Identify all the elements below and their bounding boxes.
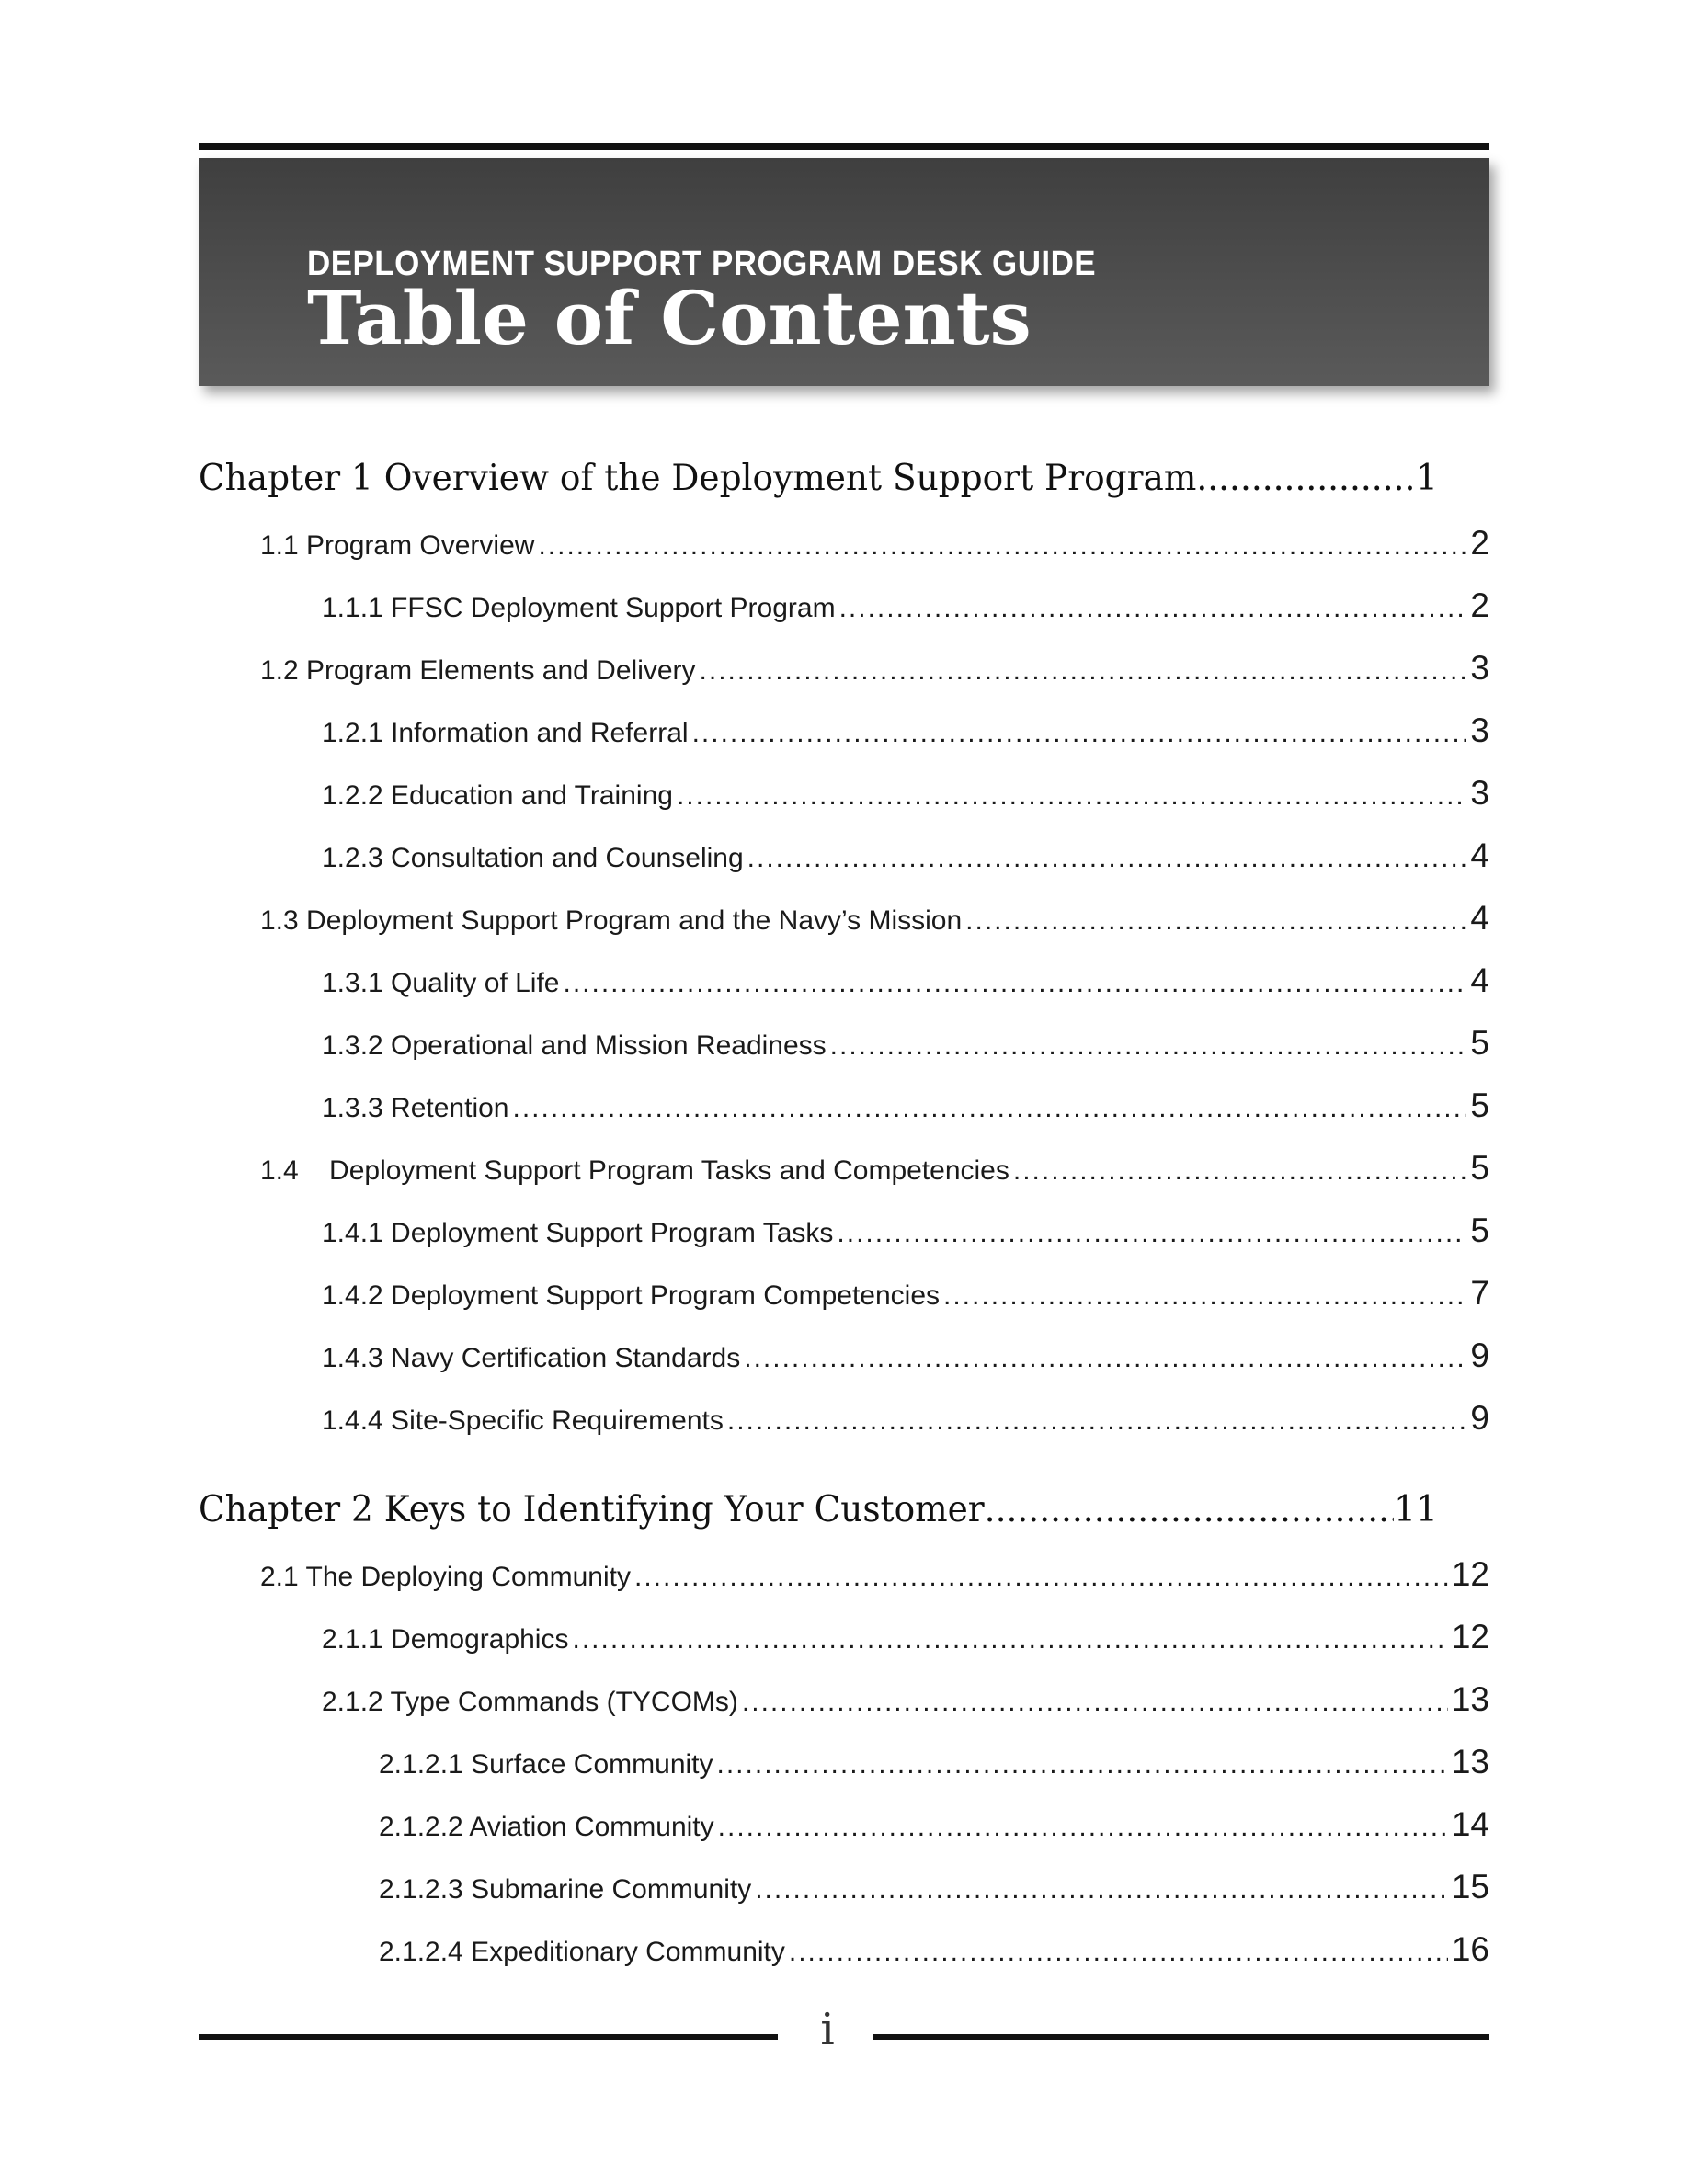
- toc-entry-label: 1.3.2 Operational and Mission Readiness: [322, 1030, 827, 1061]
- toc-page-number: 13: [1451, 1743, 1489, 1780]
- dot-leader: [572, 1624, 1447, 1655]
- dot-leader: [1196, 458, 1416, 499]
- toc-entry-label: 1.4.4 Site-Specific Requirements: [322, 1405, 724, 1436]
- toc-page-number: 1: [1416, 458, 1438, 499]
- toc-page-number: 5: [1470, 1086, 1489, 1124]
- toc-entry-label: 2.1.2.3 Submarine Community: [379, 1874, 752, 1905]
- page-title: Table of Contents: [307, 275, 1032, 361]
- toc-entry[interactable]: [260, 1149, 1489, 1188]
- toc-entry-label: Chapter 2 Keys to Identifying Your Customer: [199, 1489, 985, 1530]
- toc-entry-label: Chapter 1 Overview of the Deployment Support Program: [199, 458, 1197, 499]
- toc-entry[interactable]: [322, 1680, 1489, 1719]
- guide-subtitle: DEPLOYMENT SUPPORT PROGRAM DESK GUIDE: [307, 245, 1097, 283]
- dot-leader: [512, 1093, 1466, 1124]
- toc-entry-label: 1.4.1 Deployment Support Program Tasks: [322, 1218, 834, 1248]
- dot-leader: [837, 1218, 1466, 1249]
- toc-entry[interactable]: [322, 1618, 1489, 1656]
- toc-entry-label: 1.2.1 Information and Referral: [322, 718, 689, 748]
- toc-entry-label: 1.2 Program Elements and Delivery: [260, 655, 696, 686]
- dot-leader: [985, 1489, 1394, 1530]
- toc-entry[interactable]: [322, 1086, 1489, 1125]
- toc-entry[interactable]: [379, 1868, 1489, 1906]
- toc-entry-label: 1.4.3 Navy Certification Standards: [322, 1343, 741, 1373]
- toc-entry[interactable]: [322, 1211, 1489, 1250]
- toc-page-number: 3: [1470, 649, 1489, 687]
- toc-entry[interactable]: [260, 524, 1489, 563]
- dot-leader: [717, 1749, 1448, 1780]
- toc-entry[interactable]: [379, 1805, 1489, 1844]
- dot-leader: [700, 655, 1467, 687]
- toc-page-number: 11: [1394, 1489, 1438, 1530]
- toc-entry-label: 2.1.1 Demographics: [322, 1624, 569, 1655]
- toc-entry[interactable]: [322, 1337, 1489, 1375]
- dot-leader: [677, 780, 1466, 812]
- toc-chapter-2[interactable]: [199, 1489, 1438, 1530]
- toc-page-number: 14: [1451, 1805, 1489, 1843]
- toc-page-number: 4: [1470, 899, 1489, 937]
- dot-leader: [742, 1687, 1448, 1718]
- toc-entry-label: 1.4 Deployment Support Program Tasks and Competencies: [260, 1155, 1009, 1186]
- toc-page-number: 5: [1470, 1211, 1489, 1249]
- toc-page-number: 9: [1470, 1337, 1489, 1374]
- toc-entry[interactable]: [322, 961, 1489, 1000]
- toc-page-number: 2: [1470, 524, 1489, 562]
- dot-leader: [830, 1030, 1467, 1062]
- dot-leader: [538, 530, 1466, 562]
- toc-page-number: 13: [1451, 1680, 1489, 1718]
- toc-page-number: 4: [1470, 836, 1489, 874]
- toc-page-number: 5: [1470, 1149, 1489, 1187]
- toc-entry-label: 1.1 Program Overview: [260, 530, 535, 561]
- toc-entry-label: 1.3.3 Retention: [322, 1093, 509, 1123]
- dot-leader: [718, 1812, 1448, 1843]
- toc-entry[interactable]: [322, 1399, 1489, 1438]
- toc-page-number: 16: [1451, 1930, 1489, 1968]
- toc-chapter-1[interactable]: [199, 458, 1438, 499]
- footer-page-number: i: [820, 2004, 835, 2055]
- toc-entry[interactable]: [322, 586, 1489, 625]
- dot-leader: [747, 843, 1467, 874]
- title-banner: [199, 158, 1489, 386]
- top-rule: [199, 143, 1489, 150]
- dot-leader: [692, 718, 1467, 749]
- toc-entry[interactable]: [322, 711, 1489, 750]
- toc-entry[interactable]: [260, 1555, 1489, 1594]
- toc-page-number: 12: [1451, 1618, 1489, 1655]
- dot-leader: [564, 968, 1467, 999]
- toc-entry-label: 1.3 Deployment Support Program and the Navy’s Mission: [260, 905, 963, 936]
- toc-entry[interactable]: [379, 1743, 1489, 1781]
- toc-entry-label: 1.1.1 FFSC Deployment Support Program: [322, 593, 836, 623]
- toc-page-number: 2: [1470, 586, 1489, 624]
- toc-page-number: 15: [1451, 1868, 1489, 1905]
- toc-page-number: 5: [1470, 1024, 1489, 1062]
- toc-page-number: 3: [1470, 711, 1489, 749]
- toc-entry-label: 1.4.2 Deployment Support Program Competencies: [322, 1280, 941, 1311]
- toc-entry-label: 2.1.2 Type Commands (TYCOMs): [322, 1687, 738, 1717]
- dot-leader: [789, 1937, 1448, 1968]
- dot-leader: [755, 1874, 1448, 1905]
- toc-entry-label: 2.1.2.2 Aviation Community: [379, 1812, 714, 1842]
- toc-entry-label: 1.2.2 Education and Training: [322, 780, 673, 811]
- toc-entry[interactable]: [260, 899, 1489, 938]
- toc-entry[interactable]: [322, 1024, 1489, 1063]
- toc-entry-label: 2.1.2.1 Surface Community: [379, 1749, 713, 1780]
- toc-entry-label: 2.1 The Deploying Community: [260, 1562, 631, 1592]
- footer-rule-right: [873, 2034, 1489, 2040]
- dot-leader: [727, 1405, 1467, 1437]
- dot-leader: [1013, 1155, 1467, 1187]
- toc-entry[interactable]: [379, 1930, 1489, 1969]
- toc-entry[interactable]: [260, 649, 1489, 688]
- toc-page-number: 3: [1470, 774, 1489, 812]
- toc-page-number: 7: [1470, 1274, 1489, 1312]
- toc-entry[interactable]: [322, 774, 1489, 813]
- dot-leader: [965, 905, 1466, 937]
- toc-page-number: 9: [1470, 1399, 1489, 1437]
- toc-entry-label: 1.2.3 Consultation and Counseling: [322, 843, 744, 873]
- dot-leader: [634, 1562, 1448, 1593]
- footer-rule-left: [199, 2034, 778, 2040]
- dot-leader: [943, 1280, 1466, 1312]
- dot-leader: [744, 1343, 1466, 1374]
- toc-page-number: 4: [1470, 961, 1489, 999]
- toc-entry[interactable]: [322, 1274, 1489, 1313]
- toc-page-number: 12: [1451, 1555, 1489, 1593]
- toc-entry-label: 2.1.2.4 Expeditionary Community: [379, 1937, 785, 1967]
- toc-entry-label: 1.3.1 Quality of Life: [322, 968, 560, 998]
- dot-leader: [839, 593, 1467, 624]
- toc-entry[interactable]: [322, 836, 1489, 875]
